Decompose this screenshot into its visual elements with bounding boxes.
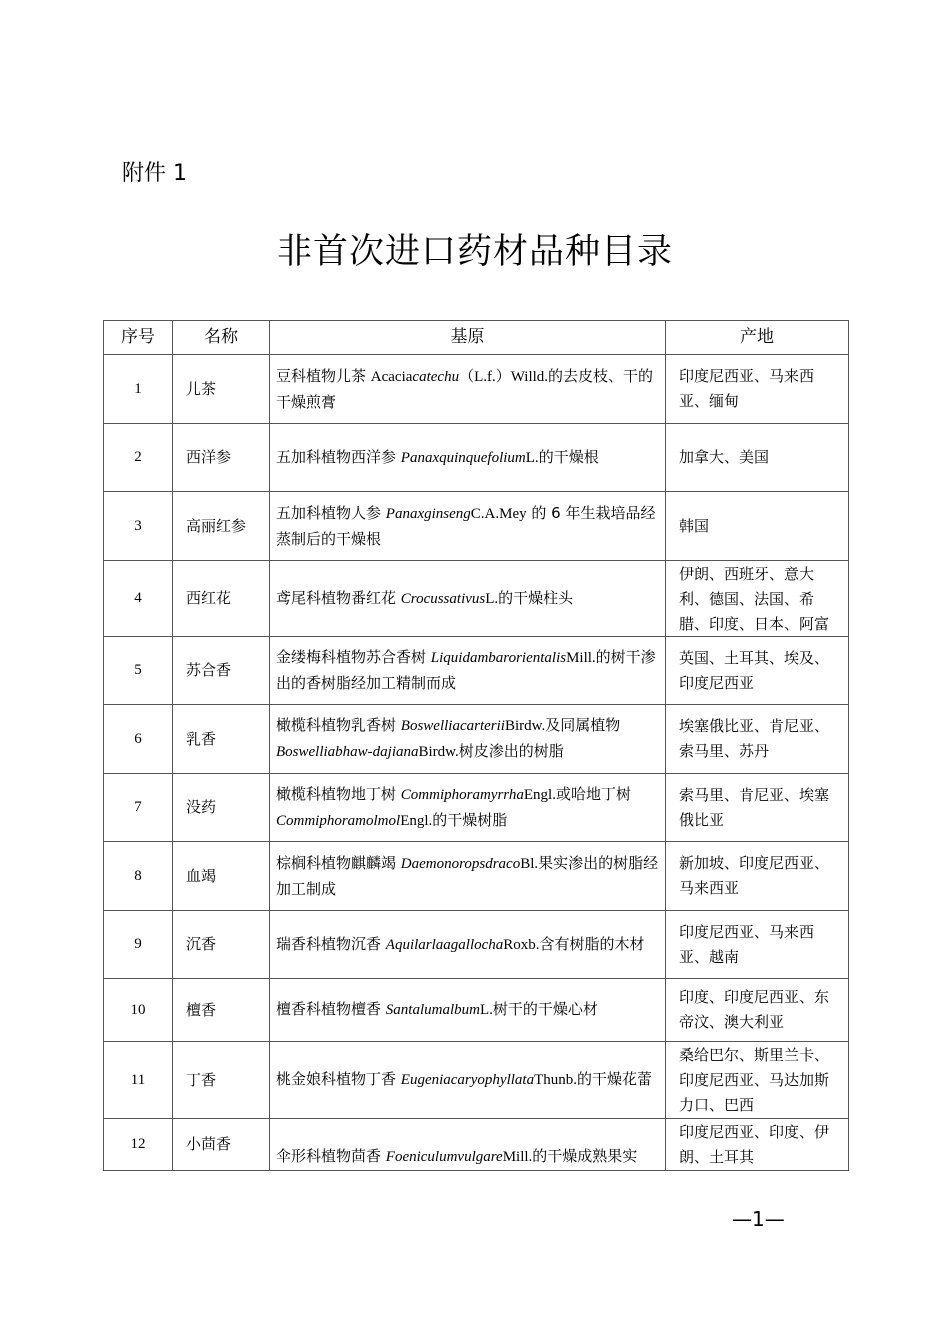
source-text: 桃金娘科植物丁香 xyxy=(276,1070,401,1088)
source-text: 瑞香科植物沉香 xyxy=(276,934,386,953)
table-row xyxy=(104,492,849,561)
source-text: 橄榄科植物地丁树 xyxy=(276,784,401,803)
page-title: 非首次进口药材品种目录 xyxy=(276,232,673,272)
table-row xyxy=(104,774,849,842)
row-number: 10 xyxy=(104,979,173,1042)
herb-origin xyxy=(666,1119,849,1171)
herb-name: 苏合香 xyxy=(173,637,270,705)
herb-origin xyxy=(666,561,849,637)
source-text: 橄榄科植物乳香树 xyxy=(276,716,401,734)
table-row xyxy=(104,1119,849,1171)
latin-binomial: Daemonoropsdraco xyxy=(400,855,521,872)
table-row xyxy=(104,424,849,492)
herb-source xyxy=(270,424,666,492)
origin-text: 英国、土耳其、埃及、印度尼西亚 xyxy=(679,648,830,692)
latin-author: Birdw. xyxy=(504,718,546,734)
latin-binomial: Eugeniacaryophyllata xyxy=(400,1072,535,1088)
origin-text: 印度、印度尼西亚、东帝汶、澳大利亚 xyxy=(679,988,830,1031)
source-text: 豆科植物儿茶 xyxy=(276,366,371,385)
table-header-row xyxy=(104,321,849,355)
latin-binomial: Boswelliacarterii xyxy=(400,718,505,734)
latin-binomial: Santalumalbum xyxy=(385,1002,480,1018)
latin-binomial: Boswelliabhaw-dajiana xyxy=(276,744,419,760)
herb-origin xyxy=(666,1042,849,1119)
source-text: 伞形科植物茴香 xyxy=(276,1147,386,1165)
attachment-label: 附件 1 xyxy=(122,161,187,186)
source-text: 的树干渗出的香树脂经加工精制而成 xyxy=(276,648,656,692)
header-number: 序号 xyxy=(104,321,173,355)
latin-genus: Acacia xyxy=(370,368,413,385)
row-number: 1 xyxy=(104,355,173,424)
herb-origin xyxy=(666,774,849,842)
origin-text: 印度尼西亚、马来西亚、缅甸 xyxy=(679,367,815,410)
table-row xyxy=(104,979,849,1042)
source-text: 的 6 年生栽培品经蒸制后的干燥根 xyxy=(276,503,656,548)
source-text: 檀香科植物檀香 xyxy=(276,1000,386,1018)
source-text: 果实渗出的树脂经加工制成 xyxy=(276,853,659,898)
table-row xyxy=(104,705,849,774)
herb-name: 檀香 xyxy=(173,979,270,1042)
row-number: 8 xyxy=(104,842,173,911)
source-text: 的干燥树脂 xyxy=(432,810,508,829)
latin-binomial: Panaxquinquefolium xyxy=(400,449,526,466)
row-number: 4 xyxy=(104,561,173,637)
source-text: 五加科植物人参 xyxy=(276,503,386,522)
header-name: 名称 xyxy=(173,321,270,355)
herb-name: 没药 xyxy=(173,774,270,842)
row-number: 5 xyxy=(104,637,173,705)
herb-name: 小茴香 xyxy=(173,1119,270,1171)
table-row xyxy=(104,911,849,979)
herb-source xyxy=(270,1042,666,1119)
herb-name: 丁香 xyxy=(173,1042,270,1119)
latin-author: Mill. xyxy=(502,1149,533,1165)
origin-text: 印度尼西亚、马来西亚、越南 xyxy=(679,922,815,966)
source-text: 含有树脂的木材 xyxy=(539,934,645,953)
latin-author: Birdw. xyxy=(418,744,459,760)
herb-source xyxy=(270,979,666,1042)
origin-text: 印度尼西亚、印度、伊朗、土耳其 xyxy=(679,1122,830,1166)
herb-source xyxy=(270,842,666,911)
header-origin: 产地 xyxy=(666,321,849,355)
source-text: 树干的干燥心材 xyxy=(492,1000,598,1018)
origin-text: 伊朗、西班牙、意大利、德国、法国、希腊、印度、日本、阿富 xyxy=(679,564,830,633)
row-number: 2 xyxy=(104,424,173,492)
herb-source xyxy=(270,911,666,979)
latin-author: L. xyxy=(479,1002,493,1018)
herb-source xyxy=(270,1119,666,1171)
latin-binomial: Crocussativus xyxy=(400,590,486,607)
source-text: 金缕梅科植物苏合香树 xyxy=(276,648,431,666)
latin-author: Roxb. xyxy=(503,936,540,953)
herb-name: 儿茶 xyxy=(173,355,270,424)
latin-binomial: Foeniculumvulgare xyxy=(385,1149,503,1165)
row-number: 7 xyxy=(104,774,173,842)
herb-origin xyxy=(666,355,849,424)
origin-text: 新加坡、印度尼西亚、马来西亚 xyxy=(679,854,830,897)
origin-text: 索马里、肯尼亚、埃塞俄比亚 xyxy=(679,785,830,829)
herb-source xyxy=(270,561,666,637)
source-text: 树皮渗出的树脂 xyxy=(458,742,564,760)
source-text: 的干燥柱头 xyxy=(498,588,574,607)
herb-origin xyxy=(666,705,849,774)
herb-name: 乳香 xyxy=(173,705,270,774)
herb-name: 西红花 xyxy=(173,561,270,637)
herb-name: 血竭 xyxy=(173,842,270,911)
herb-source xyxy=(270,492,666,561)
latin-author: C.A.Mey xyxy=(470,505,527,522)
origin-text: 埃塞俄比亚、肯尼亚、索马里、苏丹 xyxy=(679,717,830,760)
row-number: 6 xyxy=(104,705,173,774)
origin-text: 桑给巴尔、斯里兰卡、印度尼西亚、马达加斯力口、巴西 xyxy=(679,1045,830,1114)
latin-binomial: Commiphoramyrrha xyxy=(400,786,524,803)
herb-source xyxy=(270,774,666,842)
page-number: —1— xyxy=(732,1207,785,1231)
table-row xyxy=(104,637,849,705)
herb-source xyxy=(270,355,666,424)
herb-origin xyxy=(666,979,849,1042)
latin-author: Engl. xyxy=(523,786,556,803)
herb-name: 沉香 xyxy=(173,911,270,979)
source-text: 的干燥成熟果实 xyxy=(532,1147,638,1165)
herb-origin xyxy=(666,492,849,561)
row-number: 9 xyxy=(104,911,173,979)
row-number: 12 xyxy=(104,1119,173,1171)
source-text: 或哈地丁树 xyxy=(555,784,631,803)
table-row xyxy=(104,1042,849,1119)
origin-text: 韩国 xyxy=(679,516,710,535)
source-text: 鸢尾科植物番红花 xyxy=(276,588,401,607)
source-text: 及同属植物 xyxy=(545,716,621,734)
latin-author: L. xyxy=(525,449,539,466)
herb-origin xyxy=(666,911,849,979)
latin-binomial: Panaxginseng xyxy=(385,505,471,522)
row-number: 11 xyxy=(104,1042,173,1119)
herb-origin xyxy=(666,637,849,705)
latin-author: Thunb. xyxy=(534,1072,578,1088)
table-body xyxy=(104,355,849,1171)
table-row xyxy=(104,355,849,424)
herb-name: 西洋参 xyxy=(173,424,270,492)
source-text: 的干燥根 xyxy=(538,447,599,466)
latin-binomial: Aquilarlaagallocha xyxy=(385,936,504,953)
source-text: 五加科植物西洋参 xyxy=(276,447,401,466)
source-text: 的去皮枝、干的干燥煎膏 xyxy=(276,366,654,411)
latin-author: Engl. xyxy=(400,812,433,829)
latin-author: L. xyxy=(485,590,499,607)
latin-author: （L.f.）Willd. xyxy=(459,368,549,385)
table-row xyxy=(104,842,849,911)
header-source: 基原 xyxy=(270,321,666,355)
table-row xyxy=(104,561,849,637)
origin-text: 加拿大、美国 xyxy=(679,448,770,466)
herb-catalog-table xyxy=(103,320,849,1171)
herb-origin xyxy=(666,424,849,492)
latin-binomial: catechu xyxy=(412,368,460,385)
row-number: 3 xyxy=(104,492,173,561)
latin-author: Bl. xyxy=(520,855,539,872)
herb-source xyxy=(270,637,666,705)
latin-author: Mill. xyxy=(566,650,596,666)
source-text: 棕榈科植物麒麟竭 xyxy=(276,853,401,872)
source-text: 的干燥花蕾 xyxy=(577,1070,653,1088)
herb-name: 高丽红参 xyxy=(173,492,270,561)
latin-binomial: Commiphoramolmol xyxy=(276,812,401,829)
herb-source xyxy=(270,705,666,774)
latin-binomial: Liquidambarorientalis xyxy=(430,650,567,666)
herb-origin xyxy=(666,842,849,911)
